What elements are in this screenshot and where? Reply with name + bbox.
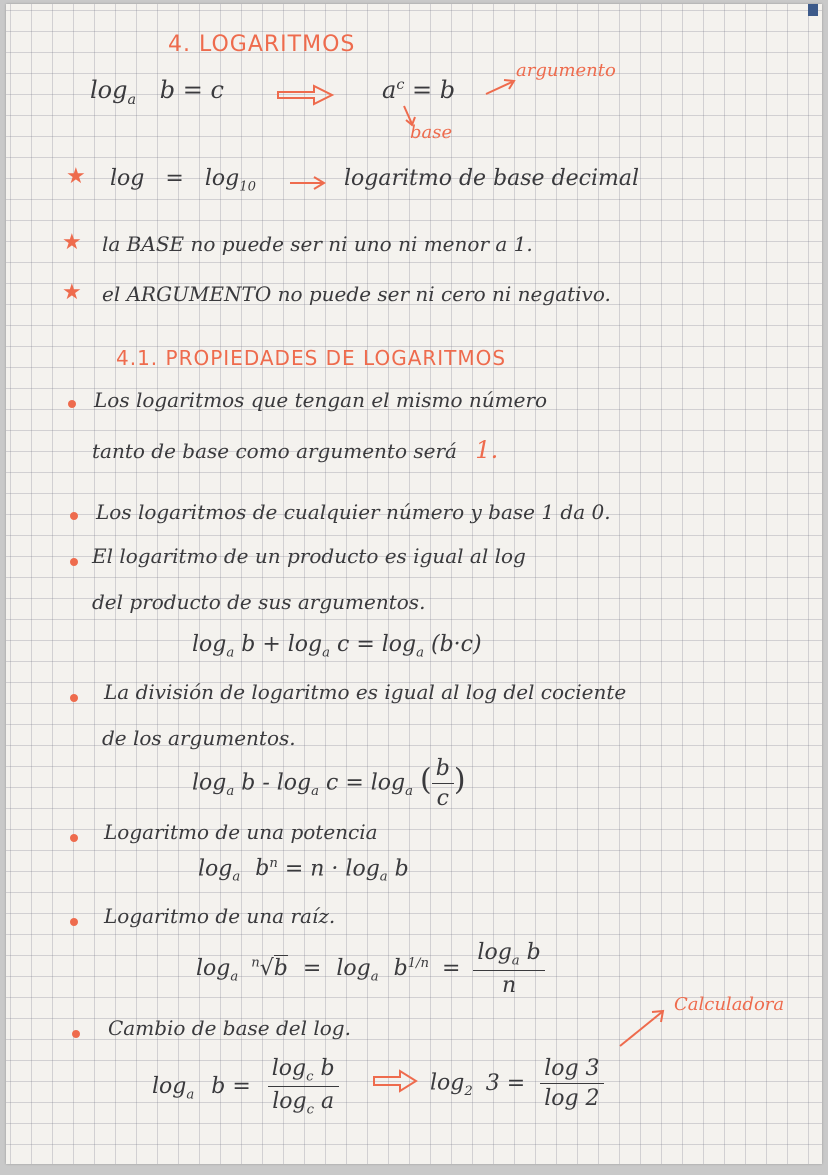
property-1-line-2 — [92, 436, 498, 464]
property-5: Logaritmo de una potencia — [104, 820, 378, 844]
fraction-numerator-arg: b — [320, 1056, 335, 1081]
subsection-title: 4.1. PROPIEDADES DE LOGARITMOS — [116, 346, 507, 370]
log-text: log — [345, 856, 380, 882]
label-calculadora: Calculadora — [674, 994, 785, 1015]
equals-sign: = — [302, 956, 322, 982]
radical-icon: √ — [259, 956, 274, 982]
property-2: Los logaritmos de cualquier número y base 1 da 0. — [96, 500, 611, 524]
log-text: log — [192, 770, 227, 796]
fraction-numerator: b — [432, 756, 454, 784]
lhs-rest: b = c — [159, 76, 224, 104]
bullet — [70, 694, 78, 702]
corner-mark — [808, 4, 818, 16]
bullet — [68, 400, 76, 408]
formula-term: c = — [326, 770, 371, 796]
log-text: log — [152, 1073, 187, 1099]
star-icon: ★ — [62, 280, 82, 305]
log-text: log — [196, 956, 231, 982]
hollow-arrow-icon — [276, 84, 336, 106]
log-base: a — [370, 969, 379, 985]
log-text: log — [381, 632, 417, 657]
star-icon: ★ — [62, 230, 82, 255]
bullet — [72, 1030, 80, 1038]
fraction-numerator-log: log — [271, 1056, 307, 1081]
log-text: log — [90, 76, 128, 104]
formula-term: c = — [337, 632, 382, 657]
property-3-line-1: El logaritmo de un producto es igual al log — [92, 544, 526, 568]
fraction-denominator-arg: a — [321, 1089, 335, 1115]
formula-term: b + — [241, 632, 288, 657]
log-base: a — [322, 645, 331, 661]
formula-term: b — [255, 856, 270, 882]
section-title: 4. LOGARITMOS — [168, 32, 356, 57]
root-index: n — [251, 955, 260, 971]
property-6: Logaritmo de una raíz. — [104, 904, 336, 928]
fraction-denominator: c — [436, 786, 449, 811]
fraction-denominator: log 2 — [544, 1086, 600, 1111]
arrow-to-calculadora-icon — [618, 1008, 666, 1048]
fraction-denominator: n — [502, 973, 517, 999]
log-base: 2 — [464, 1083, 473, 1099]
label-base: base — [410, 122, 453, 143]
property-7-example — [430, 1056, 604, 1111]
log-base: a — [379, 869, 388, 885]
log-base: a — [416, 645, 425, 661]
formula-term: b — [393, 956, 408, 982]
log-base: c — [306, 1102, 315, 1118]
property-1-line-1: Los logaritmos que tengan el mismo número — [94, 388, 548, 412]
log-base: a — [226, 783, 235, 799]
note-1-text: logaritmo de base decimal — [344, 166, 640, 191]
radicand: b — [273, 956, 288, 982]
formula-term: b = — [211, 1073, 251, 1099]
exponent: 1/n — [407, 955, 429, 971]
bullet — [70, 512, 78, 520]
hollow-arrow-icon — [372, 1070, 420, 1092]
formula-term: (b·c) — [431, 632, 482, 657]
property-4-line-1: La división de logaritmo es igual al log del cociente — [104, 680, 627, 704]
log-text: log — [287, 632, 323, 657]
formula-term: 3 = — [485, 1070, 526, 1096]
log-base: a — [230, 969, 239, 985]
fraction — [432, 756, 454, 811]
note-3: el ARGUMENTO no puede ser ni cero ni negativo. — [102, 282, 611, 306]
property-5-formula — [198, 856, 409, 885]
bullet — [70, 558, 78, 566]
bullet — [70, 918, 78, 926]
formula-term: b - — [241, 770, 277, 796]
star-icon: ★ — [66, 164, 86, 189]
formula-term: = n · — [284, 856, 346, 882]
note-2: la BASE no puede ser ni uno ni menor a 1. — [102, 232, 533, 256]
rhs-rest: = b — [412, 76, 456, 104]
fraction-numerator: log 3 — [540, 1056, 603, 1084]
log-base: a — [311, 783, 320, 799]
property-4-line-2: de los argumentos. — [102, 726, 296, 750]
note-1 — [110, 166, 256, 194]
property-1-value: 1. — [475, 436, 499, 464]
fraction — [540, 1056, 603, 1111]
property-3-line-2: del producto de sus argumentos. — [92, 590, 426, 614]
rhs-a: a — [382, 76, 397, 104]
arrow-to-argumento-icon — [484, 76, 518, 96]
note-1-log10: log — [204, 166, 240, 191]
property-7-formula — [152, 1056, 339, 1118]
log-base: a — [405, 783, 414, 799]
definition-lhs — [90, 76, 224, 108]
property-6-formula — [196, 940, 545, 998]
note-1-sub10: 10 — [239, 179, 256, 195]
fraction-numerator-arg: b — [526, 940, 541, 965]
property-1-text: tanto de base como argumento será — [92, 439, 457, 463]
exponent: n — [269, 856, 278, 871]
equals-sign: = — [441, 956, 461, 982]
log-text: log — [192, 632, 227, 657]
note-1-eq: = — [165, 166, 184, 191]
notebook-page — [6, 4, 822, 1164]
rhs-exp: c — [396, 77, 405, 93]
log-base: a — [186, 1087, 195, 1103]
log-text: log — [336, 956, 371, 982]
log-base: a — [127, 91, 137, 108]
log-text: log — [430, 1070, 465, 1096]
log-base: a — [226, 645, 235, 661]
fraction-numerator-log: log — [477, 940, 512, 965]
note-1-log: log — [110, 166, 145, 191]
log-base: a — [232, 869, 241, 885]
log-text: log — [276, 770, 312, 796]
bullet — [70, 834, 78, 842]
log-base: c — [306, 1069, 314, 1085]
fraction-denominator-log: log — [272, 1089, 307, 1115]
log-text: log — [198, 856, 233, 882]
property-4-formula: $\log_a b - \log_a c = \log_a$ ( $\frac{b}{c}$ ) — [192, 756, 466, 811]
fraction — [268, 1056, 339, 1118]
log-base: a — [511, 953, 520, 969]
log-text: log — [370, 770, 406, 796]
property-7: Cambio de base del log. — [108, 1016, 351, 1040]
property-3-formula — [192, 632, 482, 660]
definition-rhs — [382, 76, 455, 104]
fraction — [473, 940, 544, 998]
arrow-right-icon — [288, 176, 328, 190]
formula-term: b — [394, 856, 409, 882]
label-argumento: argumento — [516, 60, 616, 81]
